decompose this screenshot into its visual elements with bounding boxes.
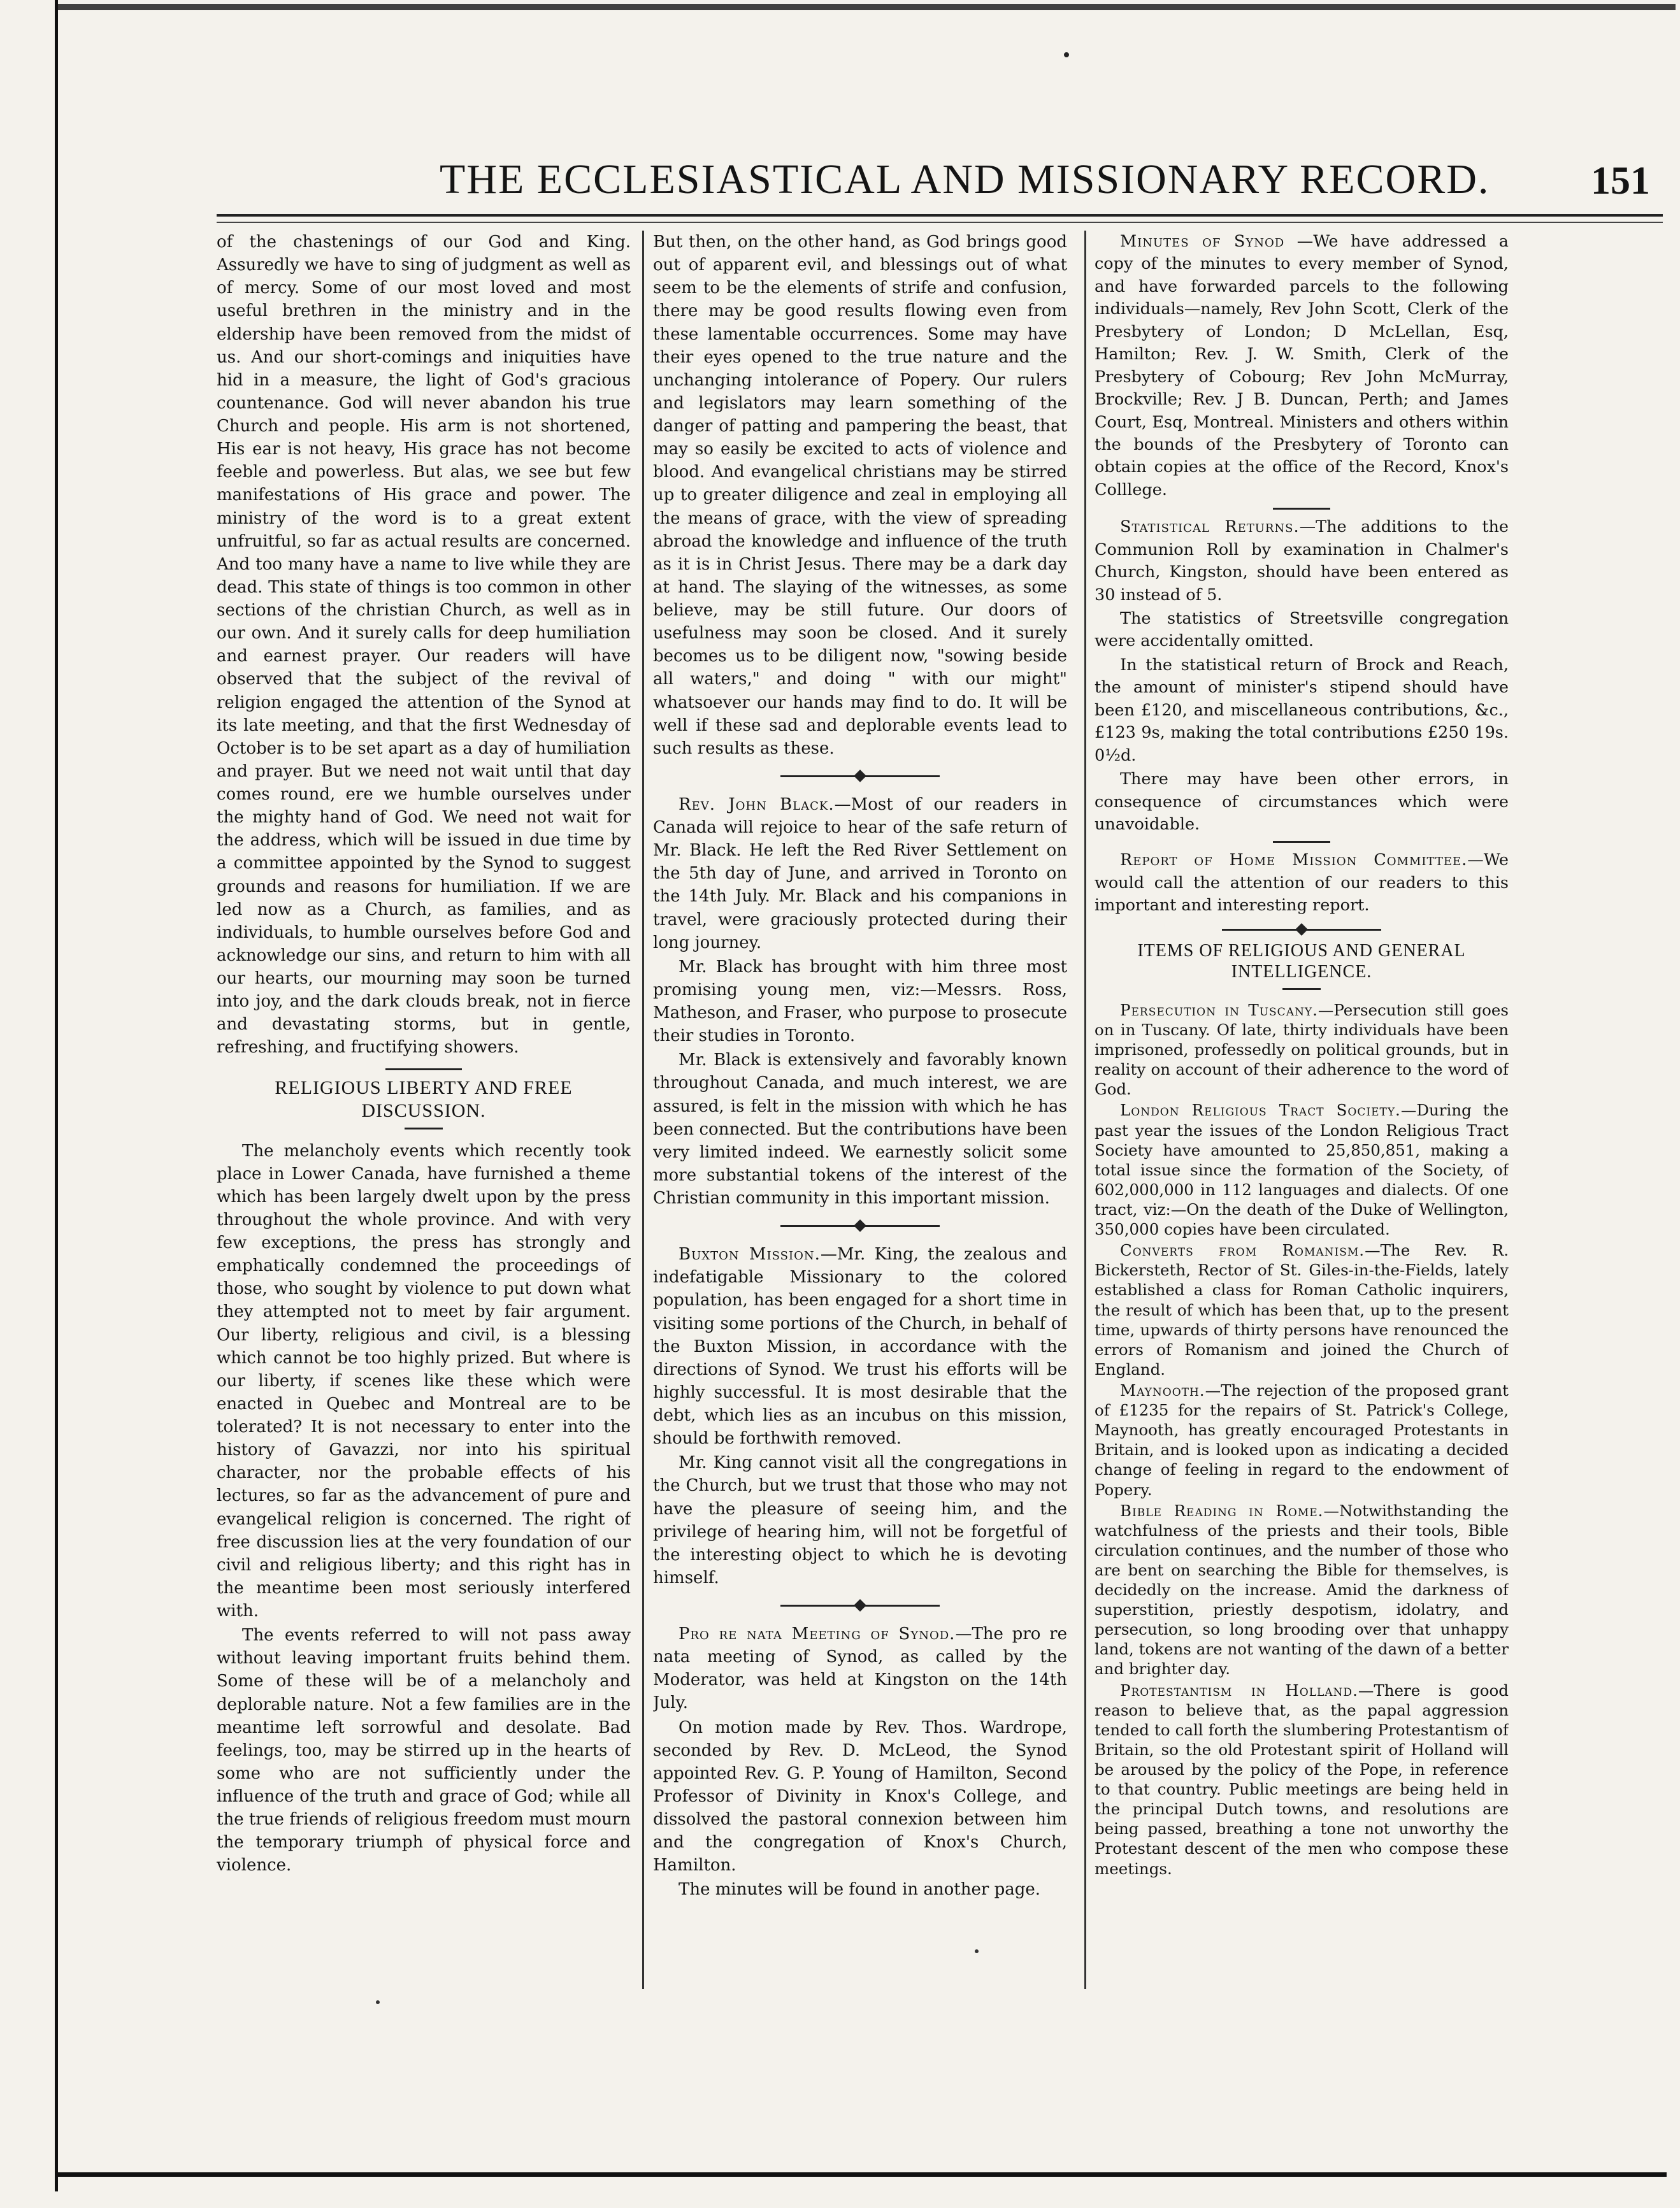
article-paragraph: Mr. King cannot visit all the congregations in the Church, but we trust that those who may not have the pleasure of seeing him, and the privilege of hearing him, will not be forgetful of the interesting object to which he is devoting himself. [653,1453,1067,1588]
page-number: 151 [1591,159,1650,203]
news-item-text: —The Rev. R. Bickersteth, Rector of St. Giles-in-the-Fields, lately established a class for Roman Catholic inquirers, the result of which has been that, up to the present time, upwards of thirty persons have renounced the errors of Romanism and joined the Church of England. [1095,1241,1509,1379]
news-item-converts [1095,1240,1509,1379]
news-item-holland [1095,1681,1509,1879]
column-2 [653,231,1067,1989]
news-item-text: —During the past year the issues of the London Religious Tract Society have amounted to 25,850,851, making a total issue since the formation of the Society, of 602,000,000 in 112 languages and dialects. Of one tract, viz:—On the death of the Duke of Wellington, 350,000 copies have been circulated. [1095,1101,1509,1239]
article-paragraph: The statistics of Streetsville congregation were accidentally omitted. [1095,609,1509,651]
news-item-home-mission-report [1095,849,1509,917]
section-dash [1273,508,1330,510]
news-item-text: —We would call the attention of our readers to this important and interesting report. [1095,850,1509,915]
column-divider-2 [1084,231,1086,1989]
ink-speck [1064,52,1069,57]
news-item-heading: Statistical Returns. [1120,517,1300,537]
news-item-heading: Protestantism in Holland. [1120,1681,1358,1700]
news-item-heading: Report of Home Mission Committee. [1120,850,1468,870]
news-item-tuscany [1095,1000,1509,1100]
article-paragraph: There may have been other errors, in consequence of circumstances which were unavoidable. [1095,770,1509,834]
news-item-heading: Bible Reading in Rome. [1120,1501,1324,1520]
news-item-buxton-mission [653,1243,1067,1450]
news-item-heading: Rev. John Black. [678,794,835,814]
news-item-tract-society [1095,1100,1509,1239]
news-item-text: —Mr. King, the zealous and indefatigable Missionary to the colored population, has been engaged for a short time in visiting some portions of the Church, in behalf of the Buxton Mission, in accordance with the directions of Synod. We trust his efforts will be highly successful. It is most desirable that the debt, which lies as an incubus on this mission, should be forthwith removed. [653,1245,1067,1449]
article-heading-religious-liberty: RELIGIOUS LIBERTY AND FREE DISCUSSION. [275,1077,573,1121]
section-ornament [653,768,1067,784]
news-item-pro-re-nata [653,1623,1067,1715]
section-dash [1273,841,1330,843]
news-item-maynooth [1095,1380,1509,1500]
left-margin-rule [55,0,58,2191]
article-paragraph: In the statistical return of Brock and Reach, the amount of minister's stipend should have been £120, and miscellaneous contributions, &c., £123 9s, making the total contributions £250 19s. 0½d. [1095,655,1509,765]
news-item-bible-reading [1095,1501,1509,1679]
column-1 [217,231,631,1989]
article-continuation-paragraph: of the chastenings of our God and King. Assuredly we have to sing of judgment as well as of mercy. Some of our most loved and most useful brethren in the ministry and in the eldership have been removed from the midst of us. And our short-comings and iniquities have hid in a measure, the light of God's gracious countenance. God will never abandon his true Church and people. His arm is not shortened, His ear is not heavy, His grace has not become feeble and powerless. But alas, we see but few manifestations of His grace and power. The ministry of the word is to a great extent unfruitful, so far as actual results are concerned. And too many have a name to live while they are dead. This state of things is too common in other sections of the christian Church, as well as in our own. And it surely calls for deep humiliation and earnest prayer. Our readers will have observed that the subject of the revival of religion engaged the attention of the Synod at its late meeting, and that the first Wednesday of October is to be set apart as a day of humiliation and prayer. But we need not wait until that day comes round, ere we humble ourselves under the mighty hand of God. We need not wait for the address, which will be issued in due time by a committee appointed by the Synod to suggest grounds and reasons for humiliation. If we are led now as a Church, as families, and as individuals, to humble ourselves before God and acknowledge our sins, and return to him with all our hearts, our mourning may soon be turned into joy, and the dark clouds break, not in fierce and devastating storms, but in gentle, refreshing, and fructifying showers. [217,233,631,1057]
news-item-heading: Persecution in Tuscany. [1120,1000,1318,1019]
items-heading: ITEMS OF RELIGIOUS AND GENERAL INTELLIGENCE. [1137,940,1466,982]
news-item-minutes-of-synod [1095,231,1509,501]
article-paragraph: The minutes will be found in another page. [678,1880,1041,1900]
news-item-heading: Minutes of Synod [1120,232,1285,251]
section-ornament [1095,921,1509,938]
heading-dash [1282,988,1321,990]
news-item-heading: London Religious Tract Society. [1120,1101,1401,1120]
article-paragraph: Mr. Black has brought with him three most promising young men, viz:—Messrs. Ross, Matheson, and Fraser, who purpose to prosecute their studies in Toronto. [653,957,1067,1046]
news-item-heading: Maynooth. [1120,1380,1205,1400]
news-item-text: —Notwithstanding the watchfulness of the priests and their tools, Bible circulation continues, and the number of those who are bent on searching the Bible for themselves, is decidedly on the increase. Amid the darkness of superstition, priestly despotism, idolatry, and persecution, so long brooding over that unhappy land, tokens are not wanting of the dawn of a better and brighter day. [1095,1501,1509,1679]
article-paragraph: The melancholy events which recently took place in Lower Canada, have furnished a theme which has been largely dwelt upon by the press throughout the whole province. And with very few exceptions, the press has strongly and emphatically condemned the proceedings of those, who sought by violence to put down what they attempted not to meet by fair argument. Our liberty, religious and civil, is a blessing which cannot be too highly prized. But where is our liberty, if scenes like these which were enacted in Quebec and Montreal are to be tolerated? It is not necessary to enter into the history of Gavazzi, nor into his spiritual character, nor the probable effects of his lectures, so far as the advancement of pure and evangelical religion is concerned. The right of free discussion lies at the very foundation of our civil and religious liberty; and this right has in the meantime been most seriously interfered with. [217,1141,631,1621]
column-divider-1 [642,231,644,1989]
news-item-heading: Pro re nata Meeting of Synod. [678,1624,956,1644]
header-rule [217,214,1663,217]
column-3 [1095,231,1509,1989]
news-item-heading: Converts from Romanism. [1120,1241,1365,1260]
news-item-text: —Persecution still goes on in Tuscany. Of late, thirty individuals have been imprisoned, professedly on political grounds, but in reality on account of their adherence to the word of God. [1095,1000,1509,1099]
news-item-text: —The additions to the Communion Roll by examination in Chalmer's Church, Kingston, should have been entered as 30 instead of 5. [1095,517,1509,605]
article-paragraph: On motion made by Rev. Thos. Wardrope, seconded by Rev. D. McLeod, the Synod appointed Rev. G. P. Young of Hamilton, Second Professor of Divinity in Knox's College, and dissolved the pastoral connexion between him and the congregation of Knox's Church, Hamilton. [653,1717,1067,1875]
section-ornament [385,1068,462,1070]
ink-speck [376,2000,380,2004]
article-continuation-paragraph: But then, on the other hand, as God brings good out of apparent evil, and blessings out of what seem to be the elements of strife and confusion, there may be good results flowing even from these lamentable occurrences. Some may have their eyes opened to the true nature and the unchanging intolerance of Popery. Our rulers and legislators may learn something of the danger of patting and pampering the beast, that may so easily be excited to acts of violence and blood. And evangelical christians may be stirred up to greater diligence and zeal in employing all the means of grace, with the view of spreading abroad the knowledge and influence of the truth as it is in Christ Jesus. There may be a dark day at hand. The slaying of the witnesses, as some believe, may be still future. Our doors of usefulness may soon be closed. And it surely becomes us to be diligent now, "sowing beside all waters," and doing " with our might" whatsoever our hands may find to do. It will be well if these sad and deplorable events lead to such results as these. [653,233,1067,758]
header-rule-thin [217,222,1663,223]
news-item-rev-john-black [653,793,1067,954]
section-ornament [653,1217,1067,1234]
article-paragraph: The events referred to will not pass away without leaving important fruits behind them. Some of these will be of a melancholy and deplorable nature. Not a few families are in the meantime left sorrowful and desolate. Bad feelings, too, may be stirred up in the hearts of some who are not sufficiently under the influence of the truth and grace of God; while all the true friends of religious freedom must mourn the temporary triumph of physical force and violence. [217,1626,631,1875]
news-item-text: —Most of our readers in Canada will rejoice to hear of the safe return of Mr. Black. He left the Red River Settlement on the 5th day of June, and arrived in Toronto on the 14th July. Mr. Black and his companions in travel, were graciously protected during their long journey. [653,794,1067,952]
article-paragraph: Mr. Black is extensively and favorably known throughout Canada, and much interest, we are assured, is felt in the mission with which he has been connected. But the contributions have been very limited indeed. We earnestly solicit some more substantial tokens of the interest of the Christian community in this important mission. [653,1050,1067,1208]
news-item-text: —The rejection of the proposed grant of £1235 for the repairs of St. Patrick's College, Maynooth, has greatly encouraged Protestants in Britain, and is looked upon as indicating a decided change of feeling in regard to the endowment of Popery. [1095,1380,1509,1499]
running-title: THE ECCLESIASTICAL AND MISSIONARY RECORD. [440,156,1490,203]
news-item-statistical-returns [1095,516,1509,606]
news-item-text: —We have addressed a copy of the minutes to every member of Synod, and have forwarded parcels to the following individuals—namely, Rev John Scott, Clerk of the Presbytery of London; D McLellan, Esq, Hamilton; Rev. J. W. Smith, Clerk of the Presbytery of Cobourg; Rev John McMurray, Brockville; Rev. J B. Duncan, Perth; and James Court, Esq, Montreal. Ministers and others within the bounds of the Presbytery of Toronto can obtain copies at the office of the Record, Knox's Colllege. [1095,232,1509,499]
running-head [191,153,1656,204]
news-item-text: —The pro re nata meeting of Synod, as called by the Moderator, was held at Kingston on the 14th July. [653,1624,1067,1713]
intelligence-items [1095,1000,1509,1879]
heading-dash [405,1128,443,1129]
news-item-heading: Buxton Mission. [678,1245,821,1265]
bottom-margin-rule [55,2172,1667,2177]
news-item-text: —There is good reason to believe that, as the papal aggression tended to call forth the slumbering Protestantism of Britain, so the old Protestant spirit of Holland will be aroused by the policy of the Pope, in reference to that country. Public meetings are being held in the principal Dutch towns, and resolutions are being passed, breathing a tone not unworthy the Protestant descent of the men who compose these meetings. [1095,1681,1509,1878]
top-edge-rule [57,4,1676,10]
section-ornament [653,1597,1067,1614]
ink-speck [975,1949,979,1953]
